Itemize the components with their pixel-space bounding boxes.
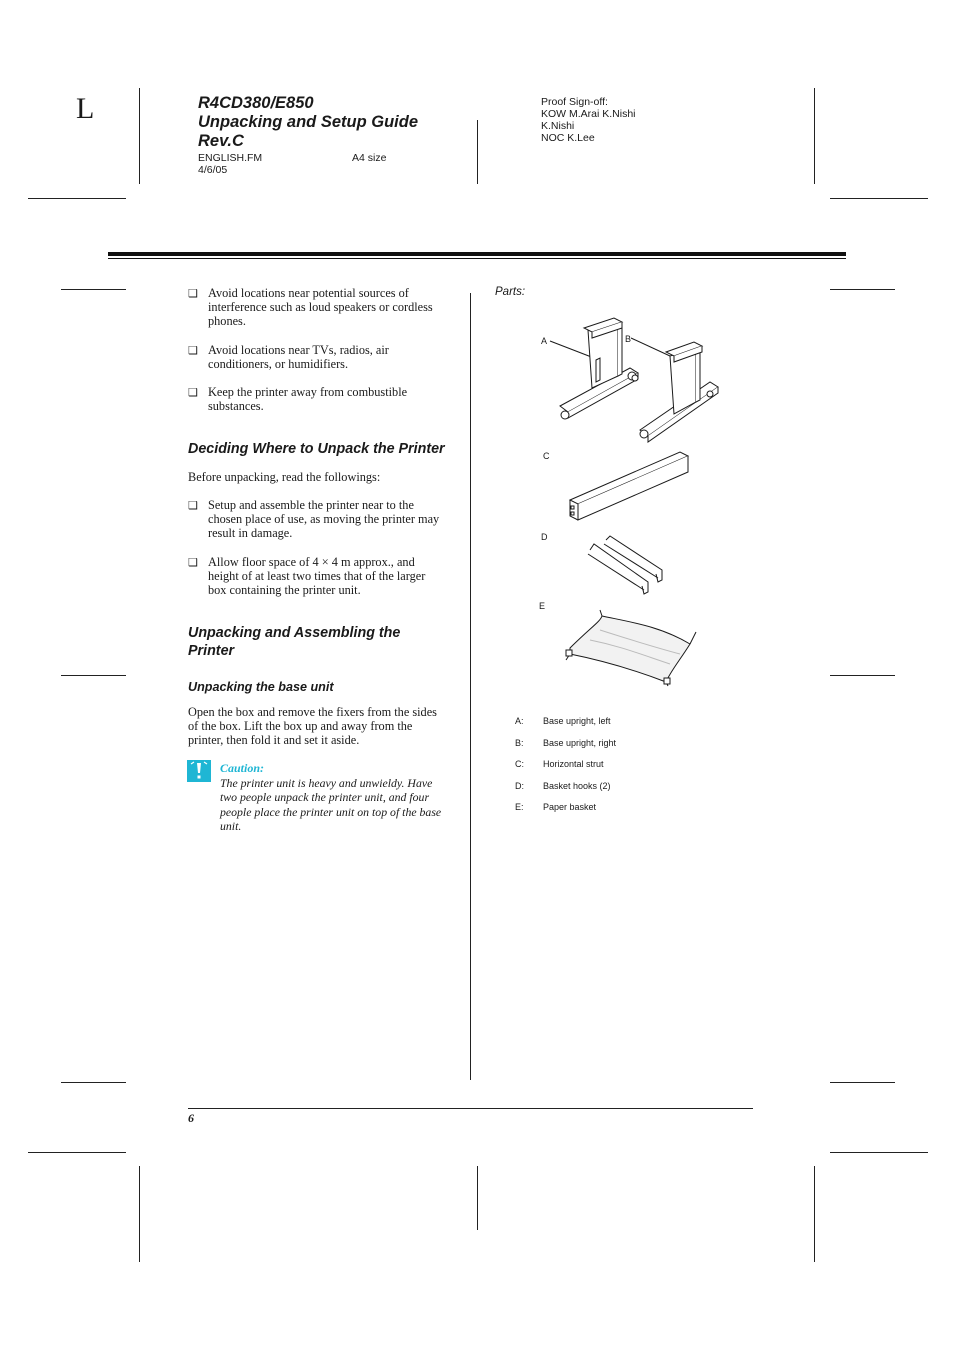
proof-line: NOC K.Lee [541, 132, 595, 144]
list-item-line: result in damage. [208, 526, 293, 541]
list-item [208, 343, 389, 371]
section-heading: Deciding Where to Unpack the Printer [188, 441, 445, 457]
list-item-line: Setup and assemble the printer near to the [208, 498, 414, 512]
list-item-line: chosen place of use, as moving the printer may [208, 512, 440, 527]
caution-line: two people unpack the printer unit, and four [220, 790, 430, 805]
list-item [208, 286, 433, 329]
section-heading [188, 624, 400, 660]
list-item [208, 555, 425, 598]
corner-letter: L [76, 92, 95, 125]
figure-letter-a: A [541, 336, 548, 346]
list-item [208, 385, 407, 413]
paragraph-line: of the box. Lift the box up and away from the [188, 719, 413, 734]
crop-mark [28, 198, 126, 199]
crop-mark [814, 88, 815, 184]
intro-text: Before unpacking, read the followings: [188, 470, 381, 484]
proof-line: K.Nishi [541, 120, 575, 132]
legend-key: D: [515, 781, 524, 791]
crop-mark [139, 1166, 140, 1262]
column-divider [470, 293, 471, 1080]
bullet-marker: ❑ [188, 345, 198, 357]
heading-line: Unpacking and Assembling the [188, 625, 401, 641]
list-item-line: interference such as loud speakers or cordless [208, 300, 433, 315]
list-item-line: phones. [208, 314, 246, 329]
list-item-line: box containing the printer unit. [208, 583, 361, 598]
caution-exclamation-icon [187, 760, 211, 782]
footer-rule [188, 1108, 753, 1109]
document-title [198, 94, 418, 151]
figure-letter-e: E [539, 601, 546, 611]
crop-mark [61, 675, 126, 676]
paper-basket-drawing [566, 610, 696, 686]
legend-key: E: [515, 802, 524, 812]
legend-key: B: [515, 738, 524, 748]
figure-letter-d: D [541, 532, 548, 542]
horizontal-strut-drawing [570, 452, 688, 520]
crop-mark [830, 1152, 928, 1153]
header-rule-thick [108, 252, 846, 256]
crop-mark [477, 1166, 478, 1230]
list-item-line: substances. [208, 399, 264, 414]
crop-mark [28, 1152, 126, 1153]
list-item-line: height of at least two times that of the larger [208, 569, 426, 584]
crop-mark [830, 289, 895, 290]
legend-value: Horizontal strut [543, 759, 604, 769]
crop-mark [139, 88, 140, 184]
list-item-line: Avoid locations near TVs, radios, air [208, 343, 389, 357]
parts-label: Parts: [495, 286, 526, 298]
base-upright-right-drawing [640, 342, 718, 442]
caution-line: people place the printer unit on top of the base [220, 804, 442, 819]
basket-hooks-drawing [588, 536, 662, 594]
heading-line: Printer [188, 643, 235, 659]
proof-line: KOW M.Arai K.Nishi [541, 108, 636, 120]
list-item-line: Avoid locations near potential sources of [208, 286, 409, 300]
crop-mark [830, 675, 895, 676]
caution-title: Caution: [220, 761, 265, 775]
caution-text [220, 776, 441, 833]
title-line: Rev.C [198, 132, 244, 150]
legend-value: Paper basket [543, 802, 597, 812]
title-line: R4CD380/E850 [198, 94, 314, 112]
crop-mark [814, 1166, 815, 1262]
figure-letter-b: B [625, 334, 632, 344]
legend-key: A: [515, 716, 524, 726]
legend-value: Base upright, right [543, 738, 617, 748]
bullet-marker: ❑ [188, 500, 198, 512]
bullet-marker: ❑ [188, 387, 198, 399]
header-rule-thin [108, 258, 846, 259]
title-line: Unpacking and Setup Guide [198, 113, 419, 131]
paragraph [188, 705, 437, 748]
legend-key: C: [515, 759, 524, 769]
crop-mark [61, 289, 126, 290]
list-item-line: Allow floor space of 4 × 4 m approx., and [208, 555, 415, 569]
base-upright-left-drawing [560, 318, 638, 419]
proof-signoff [541, 96, 636, 144]
caution-line: unit. [220, 818, 242, 833]
legend-value: Basket hooks (2) [543, 781, 611, 791]
file-date: 4/6/05 [198, 164, 228, 176]
bullet-marker: ❑ [188, 288, 198, 300]
figure-letter-c: C [543, 451, 550, 461]
paragraph-line: printer, then fold it and set it aside. [188, 733, 360, 748]
list-item-line: Keep the printer away from combustible [208, 385, 408, 399]
paragraph-line: Open the box and remove the fixers from the sides [188, 705, 437, 719]
bullet-marker: ❑ [188, 557, 198, 569]
paper-size: A4 size [352, 152, 387, 164]
crop-mark [830, 1082, 895, 1083]
crop-mark [830, 198, 928, 199]
list-item [208, 498, 439, 541]
page-number: 6 [188, 1111, 194, 1125]
legend-value: Base upright, left [543, 716, 611, 726]
list-item-line: conditioners, or humidifiers. [208, 357, 349, 372]
subsection-heading: Unpacking the base unit [188, 680, 334, 694]
crop-mark [61, 1082, 126, 1083]
crop-mark [477, 120, 478, 184]
file-name: ENGLISH.FM [198, 152, 263, 164]
caution-line: The printer unit is heavy and unwieldy. Have [220, 776, 433, 790]
parts-illustration [530, 310, 730, 700]
proof-line: Proof Sign-off: [541, 96, 608, 108]
